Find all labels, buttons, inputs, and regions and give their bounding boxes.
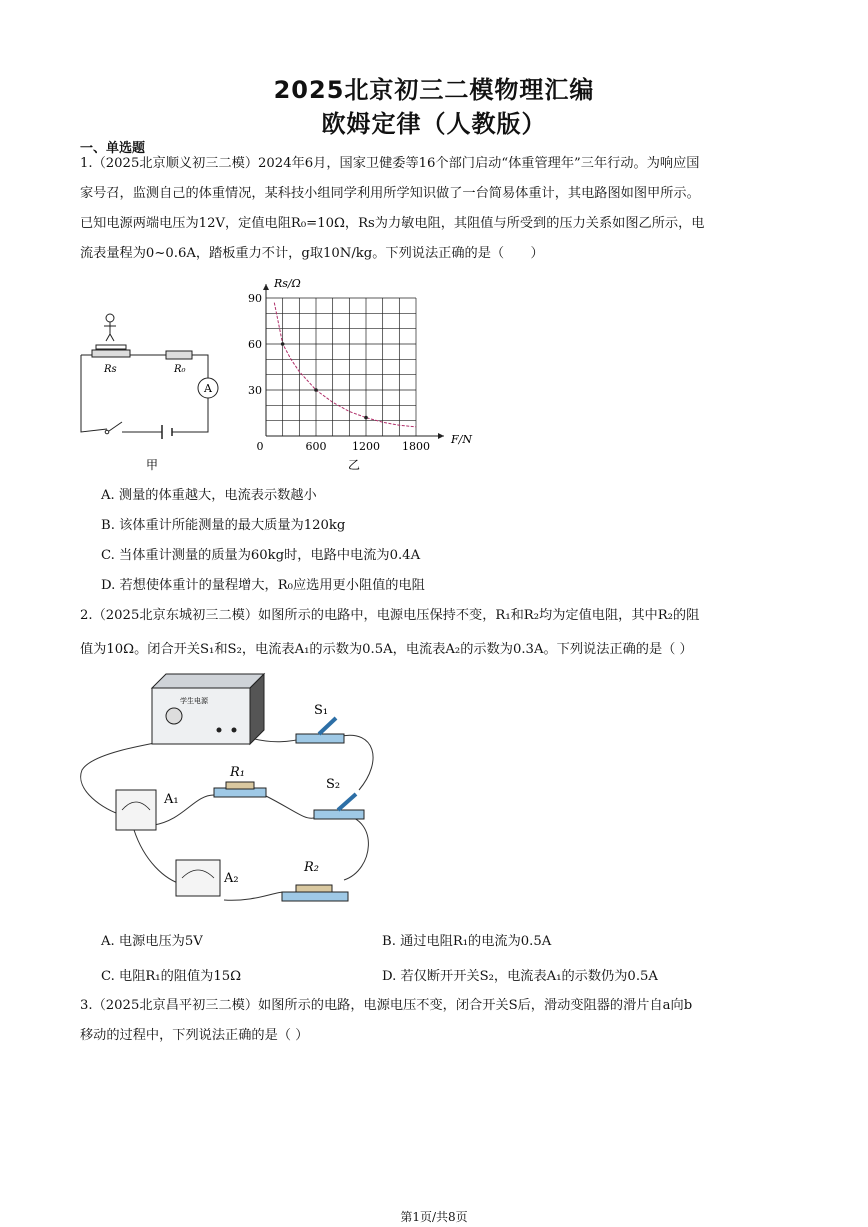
x-tick-label: 1200 [352, 440, 380, 453]
wire [224, 892, 284, 900]
chart-x-label: F/N [451, 433, 472, 446]
person-body-icon [104, 322, 116, 341]
x-tick-label: 0 [256, 440, 264, 453]
switch-base [296, 734, 344, 743]
switch-icon [105, 430, 109, 434]
figure-caption-yi: 乙 [348, 458, 361, 472]
terminal-icon [217, 728, 222, 733]
fixed-resistor-r0 [166, 351, 192, 359]
chart-y-label: Rs/Ω [274, 277, 301, 290]
document-title: 2025北京初三二模物理汇编 [273, 76, 595, 104]
wire [154, 795, 214, 825]
circuit-wires [81, 355, 208, 432]
person-head-icon [106, 314, 114, 322]
q1-line: 已知电源两端电压为12V，定值电阻R₀=10Ω，Rs为力敏电阻，其阻值与所受到的压力关系如图乙所示，电 [80, 216, 705, 231]
chart-point [364, 416, 368, 420]
rs-force-chart [242, 272, 482, 474]
q2-option-c[interactable]: C. 电阻R₁的阻值为15Ω [101, 969, 242, 984]
chart-ticks [248, 292, 430, 453]
x-tick-label: 1800 [402, 440, 430, 453]
y-tick-label: 90 [248, 292, 262, 305]
q2-line: 2.（2025北京东城初三二模）如图所示的电路中，电源电压保持不变，R₁和R₂均为定值电阻，其中R₂的阻 [80, 608, 700, 623]
q2-option-d[interactable]: D. 若仅断开开关S₂，电流表A₁的示数仍为0.5A [382, 969, 658, 984]
chart-point [281, 342, 285, 346]
q2-line: 值为10Ω。闭合开关S₁和S₂，电流表A₁的示数为0.5A，电流表A₂的示数为0.3A。下列说法正确的是（ ） [80, 642, 693, 657]
page-footer: 第1页/共8页 [400, 1210, 468, 1224]
section-heading: 一、单选题 [80, 141, 146, 156]
a1-label: A₁ [164, 792, 179, 807]
chart-curve [274, 303, 416, 427]
q1-option-c[interactable]: C. 当体重计测量的质量为60kg时，电路中电流为0.4A [101, 548, 421, 563]
r1-label: R₁ [230, 765, 245, 780]
chart-grid [263, 284, 444, 439]
wire [342, 735, 373, 790]
q1-line: 1.（2025北京顺义初三二模）2024年6月，国家卫健委等16个部门启动“体重管理年”三年行动。为响应国 [80, 156, 700, 171]
x-axis-arrow-icon [438, 433, 444, 439]
q3-line: 3.（2025北京昌平初三二模）如图所示的电路，电源电压不变，闭合开关S后，滑动变阻器的滑片自a向b [80, 998, 693, 1013]
s2-label: S₂ [326, 777, 341, 792]
figure-caption-jia: 甲 [146, 458, 159, 472]
power-knob-icon [166, 708, 182, 724]
q1-option-d[interactable]: D. 若想使体重计的量程增大，R₀应选用更小阻值的电阻 [101, 578, 425, 593]
q1-option-a[interactable]: A. 测量的体重越大，电流表示数越小 [101, 488, 317, 503]
question-1-text [80, 149, 800, 269]
y-axis-arrow-icon [263, 284, 269, 290]
ammeter-a2-icon [176, 860, 220, 896]
r2-label: R₂ [304, 860, 319, 875]
resistor-r1-icon [226, 782, 254, 789]
s1-label: S₁ [314, 703, 329, 718]
chart-point [314, 388, 318, 392]
power-supply-top [152, 674, 264, 688]
question-3-text [80, 991, 800, 1051]
y-tick-label: 60 [248, 338, 262, 351]
q2-option-b[interactable]: B. 通过电阻R₁的电流为0.5A [382, 934, 552, 949]
wire [344, 815, 368, 880]
q1-line: 家号召，监测自己的体重情况，某科技小组同学利用所学知识做了一台简易体重计，其电路图如图甲所示。 [80, 186, 700, 201]
switch-s1-icon [319, 718, 336, 734]
q1-line: 流表量程为0~0.6A，踏板重力不计，g取10N/kg。下列说法正确的是（ ） [80, 246, 544, 261]
switch-s2-icon [338, 794, 356, 810]
r0-label: R₀ [174, 364, 186, 375]
q2-option-a[interactable]: A. 电源电压为5V [101, 934, 203, 949]
x-tick-label: 600 [305, 440, 327, 453]
switch-base [314, 810, 364, 819]
document-subtitle: 欧姆定律（人教版） [321, 110, 547, 138]
resistor-r2-base [282, 892, 348, 901]
ammeter-label: A [204, 382, 212, 395]
question-2-text [80, 599, 800, 667]
y-tick-label: 30 [248, 384, 262, 397]
q1-option-b[interactable]: B. 该体重计所能测量的最大质量为120kg [101, 518, 346, 533]
wire [264, 795, 314, 818]
physical-circuit-figure [74, 670, 384, 915]
circuit-diagram-jia [74, 305, 224, 475]
battery-icon [162, 425, 172, 439]
resistor-r2-icon [296, 885, 332, 892]
q3-line: 移动的过程中，下列说法正确的是（ ） [80, 1028, 309, 1043]
switch-lever [109, 422, 122, 431]
a2-label: A₂ [224, 871, 239, 886]
terminal-icon [232, 728, 237, 733]
chart-points [281, 342, 368, 419]
power-supply-label: 学生电源 [180, 697, 208, 705]
pedal-plate [96, 345, 126, 349]
rs-label: Rs [104, 364, 117, 375]
force-sensitive-resistor [92, 350, 130, 357]
